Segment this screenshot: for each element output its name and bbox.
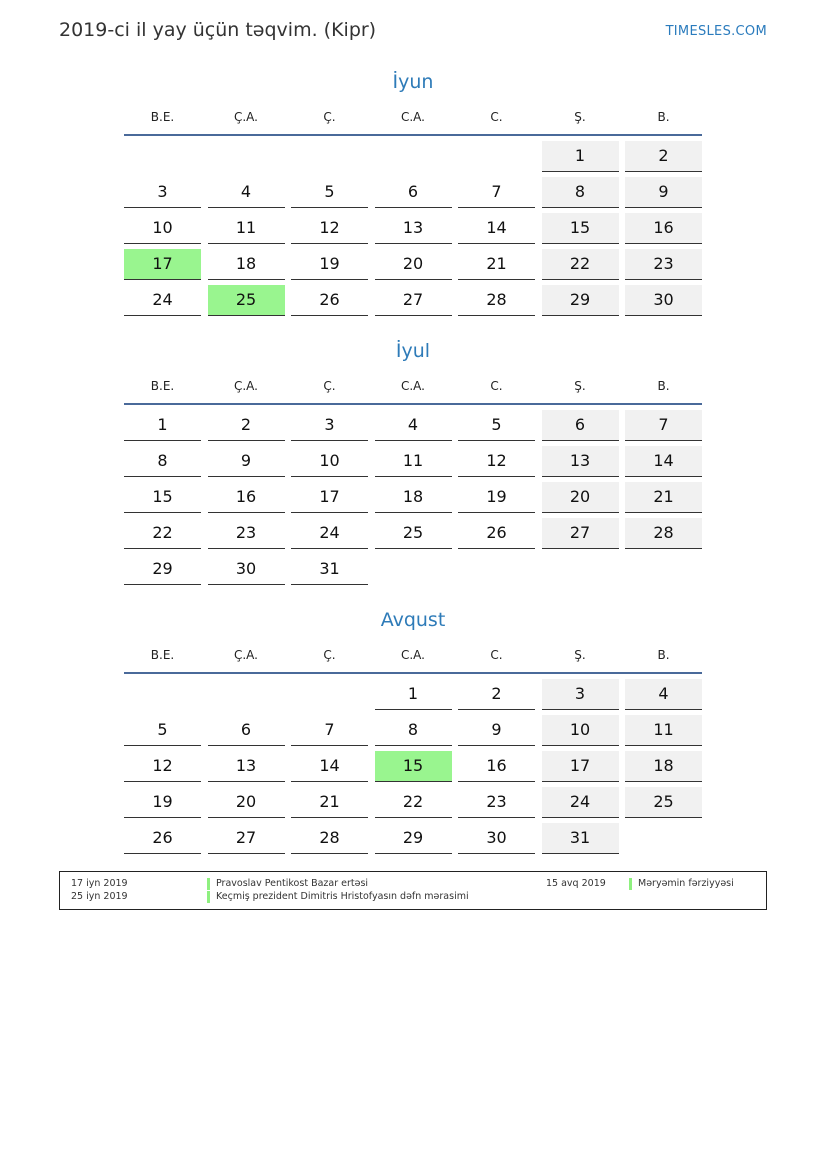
weekday-label: C.A. <box>400 110 425 124</box>
holiday-day-cell: 25 <box>208 285 285 316</box>
day-cell: 5 <box>458 410 535 441</box>
day-cell: 8 <box>124 446 201 477</box>
day-cell: 1 <box>124 410 201 441</box>
day-cell: 6 <box>542 410 619 441</box>
day-cell: 7 <box>291 715 368 746</box>
month-title: İyul <box>395 340 431 362</box>
page-title: 2019-ci il yay üçün təqvim. (Kipr) <box>59 19 377 41</box>
empty-day-cell <box>208 679 285 709</box>
day-cell: 27 <box>375 285 452 316</box>
week-row <box>124 482 702 513</box>
day-cell: 12 <box>458 446 535 477</box>
weekday-header <box>124 376 702 396</box>
day-cell: 31 <box>542 823 619 854</box>
day-cell: 12 <box>124 751 201 782</box>
weekday-label: B.E. <box>150 110 175 124</box>
legend-date: 17 iyn 2019 <box>71 878 128 889</box>
day-cell: 23 <box>625 249 702 280</box>
day-cell: 20 <box>542 482 619 513</box>
empty-day-cell <box>625 554 702 584</box>
day-cell: 28 <box>625 518 702 549</box>
day-cell: 1 <box>375 679 452 710</box>
week-row <box>124 410 702 441</box>
day-cell: 22 <box>124 518 201 549</box>
day-cell: 28 <box>458 285 535 316</box>
day-cell: 15 <box>124 482 201 513</box>
day-cell: 18 <box>625 751 702 782</box>
legend-date: 15 avq 2019 <box>546 878 606 889</box>
day-cell: 4 <box>625 679 702 710</box>
empty-day-cell <box>124 679 201 709</box>
day-cell: 25 <box>625 787 702 818</box>
holiday-day-cell: 17 <box>124 249 201 280</box>
week-row <box>124 518 702 549</box>
day-cell: 26 <box>124 823 201 854</box>
month-july <box>124 338 702 585</box>
weekday-header <box>124 107 702 127</box>
day-cell: 4 <box>375 410 452 441</box>
weekday-label: Ş. <box>574 648 586 662</box>
empty-day-cell <box>124 141 201 171</box>
day-cell: 7 <box>458 177 535 208</box>
day-cell: 30 <box>625 285 702 316</box>
day-cell: 19 <box>458 482 535 513</box>
legend-date: 25 iyn 2019 <box>71 891 128 902</box>
day-cell: 9 <box>625 177 702 208</box>
day-cell: 15 <box>542 213 619 244</box>
day-cell: 20 <box>208 787 285 818</box>
day-cell: 4 <box>208 177 285 208</box>
day-cell: 18 <box>375 482 452 513</box>
day-cell: 1 <box>542 141 619 172</box>
day-cell: 28 <box>291 823 368 854</box>
day-cell: 16 <box>625 213 702 244</box>
day-cell: 16 <box>208 482 285 513</box>
weekday-label: B. <box>657 648 670 662</box>
day-cell: 26 <box>291 285 368 316</box>
day-cell: 7 <box>625 410 702 441</box>
day-cell: 6 <box>375 177 452 208</box>
day-cell: 13 <box>208 751 285 782</box>
holiday-legend <box>59 871 767 910</box>
holiday-day-cell: 15 <box>375 751 452 782</box>
week-row <box>124 751 702 782</box>
header-divider <box>124 403 702 405</box>
day-cell: 24 <box>542 787 619 818</box>
day-cell: 8 <box>542 177 619 208</box>
day-cell: 3 <box>291 410 368 441</box>
weekday-label: C. <box>490 110 503 124</box>
empty-day-cell <box>375 141 452 171</box>
weekday-label: Ç. <box>323 379 336 393</box>
legend-holiday-name: Pravoslav Pentikost Bazar ertəsi <box>207 878 368 890</box>
day-cell: 29 <box>542 285 619 316</box>
empty-day-cell <box>458 554 535 584</box>
day-cell: 2 <box>208 410 285 441</box>
brand-link[interactable]: TIMESLES.COM <box>665 24 767 39</box>
day-cell: 6 <box>208 715 285 746</box>
weekday-label: Ç.A. <box>233 379 258 393</box>
day-cell: 23 <box>458 787 535 818</box>
day-cell: 5 <box>291 177 368 208</box>
weekday-label: C.A. <box>400 648 425 662</box>
weekday-label: Ş. <box>574 379 586 393</box>
week-row <box>124 715 702 746</box>
header-divider <box>124 672 702 674</box>
week-row <box>124 679 702 710</box>
day-cell: 26 <box>458 518 535 549</box>
day-cell: 10 <box>291 446 368 477</box>
empty-day-cell <box>208 141 285 171</box>
day-cell: 3 <box>124 177 201 208</box>
week-row <box>124 787 702 818</box>
weekday-header <box>124 645 702 665</box>
day-cell: 3 <box>542 679 619 710</box>
day-cell: 21 <box>625 482 702 513</box>
day-cell: 21 <box>291 787 368 818</box>
day-cell: 25 <box>375 518 452 549</box>
day-cell: 27 <box>208 823 285 854</box>
day-cell: 19 <box>124 787 201 818</box>
day-cell: 5 <box>124 715 201 746</box>
legend-holiday-name: Məryəmin fərziyyəsi <box>629 878 734 890</box>
week-row <box>124 285 702 316</box>
weekday-label: C. <box>490 648 503 662</box>
day-cell: 19 <box>291 249 368 280</box>
day-cell: 14 <box>291 751 368 782</box>
day-cell: 13 <box>542 446 619 477</box>
day-cell: 22 <box>542 249 619 280</box>
day-cell: 11 <box>208 213 285 244</box>
empty-day-cell <box>458 141 535 171</box>
day-cell: 30 <box>208 554 285 585</box>
weeks-grid <box>124 679 702 854</box>
empty-day-cell <box>291 679 368 709</box>
week-row <box>124 177 702 208</box>
legend-holiday-name: Keçmiş prezident Dimitris Hristofyasın dəfn mərasimi <box>207 891 469 903</box>
day-cell: 21 <box>458 249 535 280</box>
weekday-label: C.A. <box>400 379 425 393</box>
day-cell: 17 <box>542 751 619 782</box>
weekday-label: Ç.A. <box>233 648 258 662</box>
weekday-label: C. <box>490 379 503 393</box>
day-cell: 9 <box>208 446 285 477</box>
weekday-label: B.E. <box>150 379 175 393</box>
weekday-label: Ş. <box>574 110 586 124</box>
day-cell: 11 <box>625 715 702 746</box>
header-divider <box>124 134 702 136</box>
day-cell: 2 <box>625 141 702 172</box>
day-cell: 29 <box>124 554 201 585</box>
weeks-grid <box>124 410 702 585</box>
empty-day-cell <box>625 823 702 853</box>
week-row <box>124 446 702 477</box>
day-cell: 14 <box>458 213 535 244</box>
weekday-label: B. <box>657 110 670 124</box>
month-august <box>124 607 702 854</box>
week-row <box>124 249 702 280</box>
day-cell: 24 <box>124 285 201 316</box>
day-cell: 14 <box>625 446 702 477</box>
day-cell: 12 <box>291 213 368 244</box>
day-cell: 9 <box>458 715 535 746</box>
day-cell: 11 <box>375 446 452 477</box>
empty-day-cell <box>542 554 619 584</box>
day-cell: 31 <box>291 554 368 585</box>
day-cell: 24 <box>291 518 368 549</box>
weekday-label: Ç. <box>323 648 336 662</box>
weekday-label: B. <box>657 379 670 393</box>
day-cell: 16 <box>458 751 535 782</box>
day-cell: 18 <box>208 249 285 280</box>
day-cell: 10 <box>124 213 201 244</box>
week-row <box>124 554 702 585</box>
day-cell: 27 <box>542 518 619 549</box>
day-cell: 30 <box>458 823 535 854</box>
week-row <box>124 823 702 854</box>
week-row <box>124 213 702 244</box>
day-cell: 17 <box>291 482 368 513</box>
day-cell: 13 <box>375 213 452 244</box>
empty-day-cell <box>375 554 452 584</box>
weekday-label: Ç.A. <box>233 110 258 124</box>
day-cell: 29 <box>375 823 452 854</box>
day-cell: 2 <box>458 679 535 710</box>
weeks-grid <box>124 141 702 316</box>
day-cell: 10 <box>542 715 619 746</box>
month-june <box>124 69 702 316</box>
day-cell: 22 <box>375 787 452 818</box>
day-cell: 20 <box>375 249 452 280</box>
empty-day-cell <box>291 141 368 171</box>
weekday-label: Ç. <box>323 110 336 124</box>
day-cell: 8 <box>375 715 452 746</box>
month-title: İyun <box>392 71 434 93</box>
day-cell: 23 <box>208 518 285 549</box>
week-row <box>124 141 702 172</box>
weekday-label: B.E. <box>150 648 175 662</box>
month-title: Avqust <box>380 609 446 631</box>
